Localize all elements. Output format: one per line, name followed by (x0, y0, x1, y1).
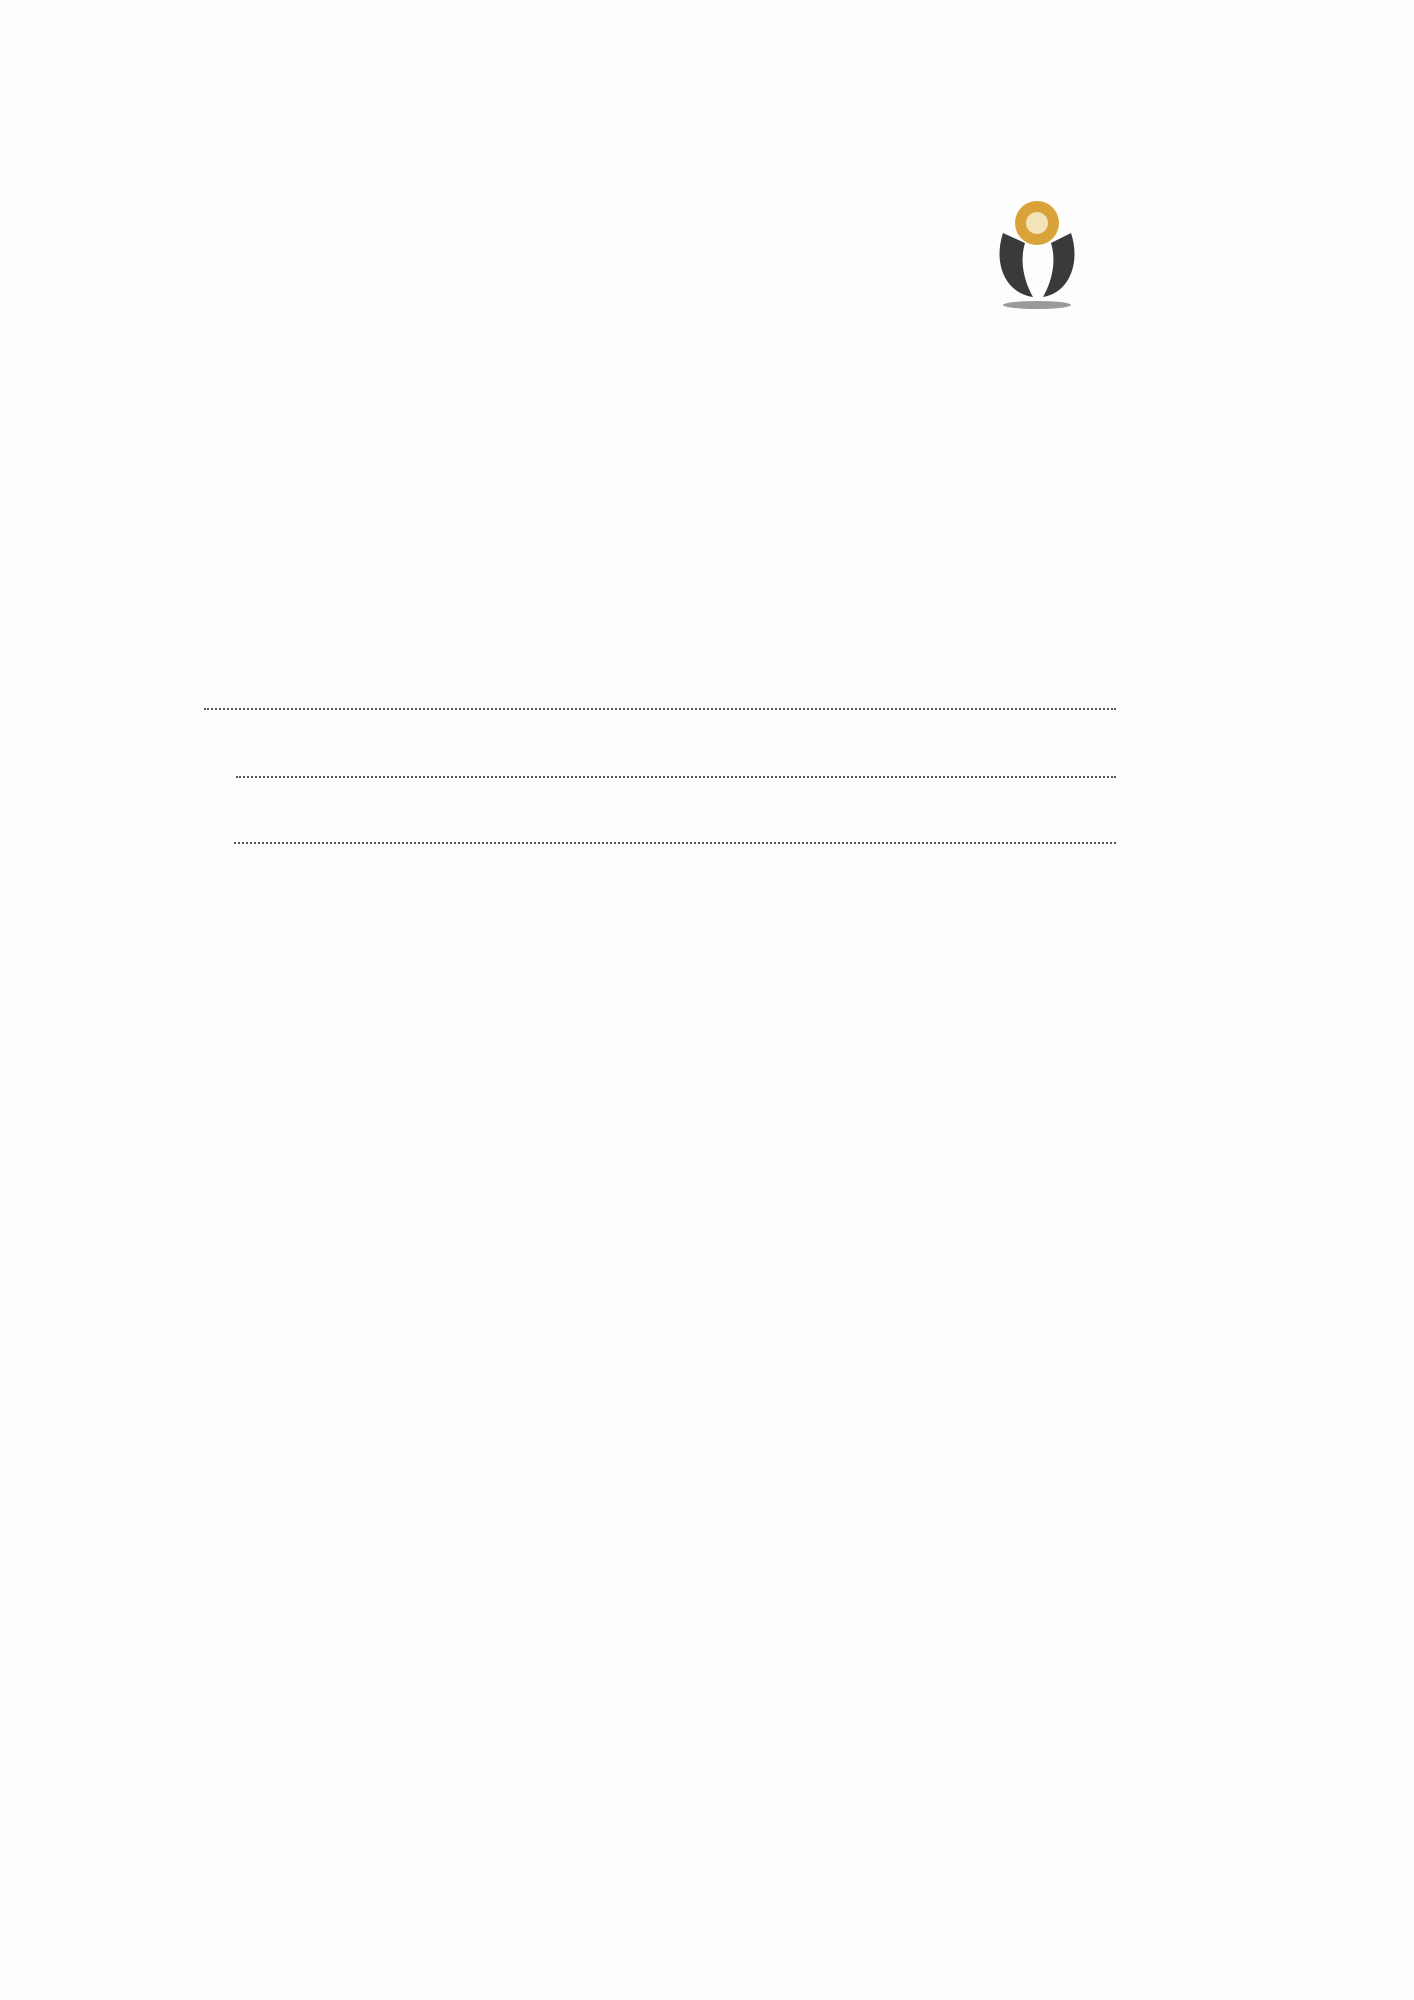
trainer-dotted-line (234, 842, 1116, 844)
lisue-logo (985, 193, 1205, 323)
logo-emblem-icon (985, 193, 1095, 313)
date-dotted-line (204, 708, 1116, 710)
place-dotted-line (236, 776, 1116, 778)
